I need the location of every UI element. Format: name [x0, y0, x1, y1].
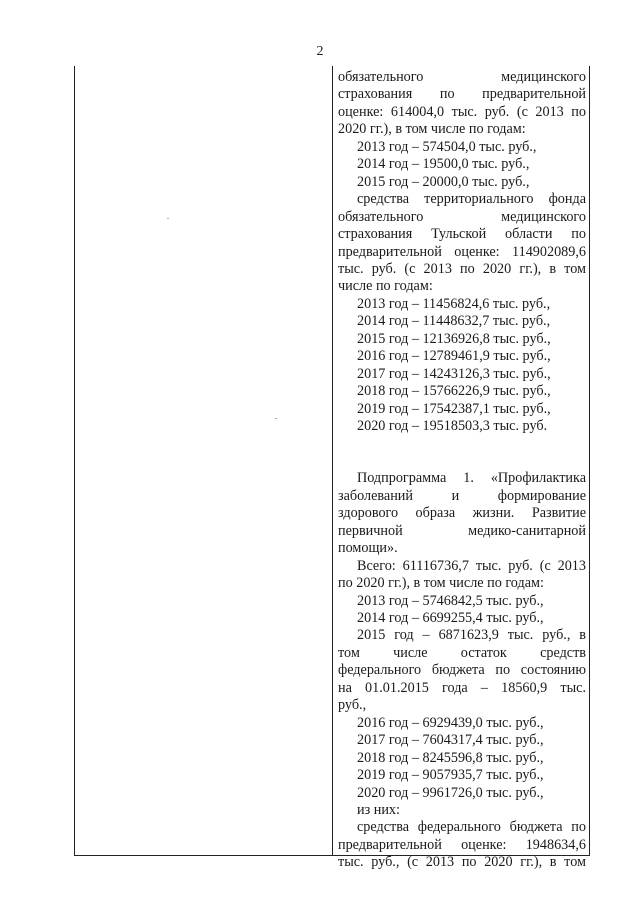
text-line: тыс. руб., (с 2013 по 2020 гг.), в том — [338, 854, 586, 871]
text-line: 2018 год – 8245596,8 тыс. руб., — [357, 749, 544, 766]
text-line: помощи». — [338, 540, 398, 557]
text-line: первичной медико-санитарной — [338, 522, 586, 539]
spacer — [338, 436, 586, 453]
text-line: страхования по предварительной — [338, 86, 586, 103]
text-line: обязательного медицинского — [338, 208, 586, 225]
text-line: 2019 год – 9057935,7 тыс. руб., — [357, 767, 544, 784]
text-line: на 01.01.2015 года – 18560,9 тыс. — [338, 679, 586, 696]
text-line: предварительной оценке: 114902089,6 — [338, 243, 586, 260]
text-line: тыс. руб. (с 2013 по 2020 гг.), в том — [338, 260, 586, 277]
left-column — [75, 66, 332, 855]
text-line: заболеваний и формирование — [338, 487, 586, 504]
text-line: 2020 год – 19518503,3 тыс. руб. — [357, 418, 548, 435]
text-line: 2016 год – 6929439,0 тыс. руб., — [357, 714, 544, 731]
column-divider — [332, 66, 333, 855]
text-line: предварительной оценке: 1948634,6 — [338, 836, 586, 853]
document-table — [74, 66, 590, 871]
text-line: средства федерального бюджета по — [357, 819, 586, 836]
text-line: 2013 год – 11456824,6 тыс. руб., — [357, 295, 551, 312]
text-line: 2013 год – 574504,0 тыс. руб., — [357, 138, 537, 155]
scan-speck — [167, 218, 169, 219]
text-line: 2020 год – 9961726,0 тыс. руб., — [357, 784, 544, 801]
text-line: 2014 год – 19500,0 тыс. руб., — [357, 156, 530, 173]
text-line: 2019 год – 17542387,1 тыс. руб., — [357, 400, 551, 417]
scan-speck — [275, 418, 277, 419]
text-line: оценке: 614004,0 тыс. руб. (с 2013 по — [338, 103, 586, 120]
text-line: 2014 год – 6699255,4 тыс. руб., — [357, 610, 544, 627]
text-line: 2017 год – 14243126,3 тыс. руб., — [357, 365, 551, 382]
text-line: числе по годам: — [338, 278, 433, 295]
right-column-text — [338, 69, 586, 872]
text-line: 2016 год – 12789461,9 тыс. руб., — [357, 348, 551, 365]
text-line: из них: — [357, 802, 400, 818]
text-line: Подпрограмма 1. «Профилактика — [357, 470, 586, 487]
text-line: обязательного медицинского — [338, 69, 586, 85]
text-line: 2015 год – 20000,0 тыс. руб., — [357, 173, 530, 190]
text-line: 2018 год – 15766226,9 тыс. руб., — [357, 383, 551, 400]
page-number: 2 — [316, 44, 324, 59]
text-line: 2015 год – 12136926,8 тыс. руб., — [357, 330, 551, 347]
text-line: здорового образа жизни. Развитие — [338, 505, 586, 522]
text-line: средства территориального фонда — [357, 191, 586, 208]
text-line: Всего: 61116736,7 тыс. руб. (с 2013 — [357, 557, 586, 574]
text-line: 2020 гг.), в том числе по годам: — [338, 121, 526, 138]
text-line: руб., — [338, 697, 367, 714]
text-line: федерального бюджета по состоянию — [338, 662, 586, 679]
text-line: страхования Тульской области по — [338, 226, 586, 243]
spacer — [338, 453, 586, 470]
text-line: 2015 год – 6871623,9 тыс. руб., в — [357, 627, 586, 644]
text-line: по 2020 гг.), в том числе по годам: — [338, 575, 544, 592]
text-line: 2013 год – 5746842,5 тыс. руб., — [357, 592, 544, 609]
text-line: том числе остаток средств — [338, 644, 586, 661]
text-line: 2017 год – 7604317,4 тыс. руб., — [357, 732, 544, 749]
text-line: 2014 год – 11448632,7 тыс. руб., — [357, 313, 551, 330]
